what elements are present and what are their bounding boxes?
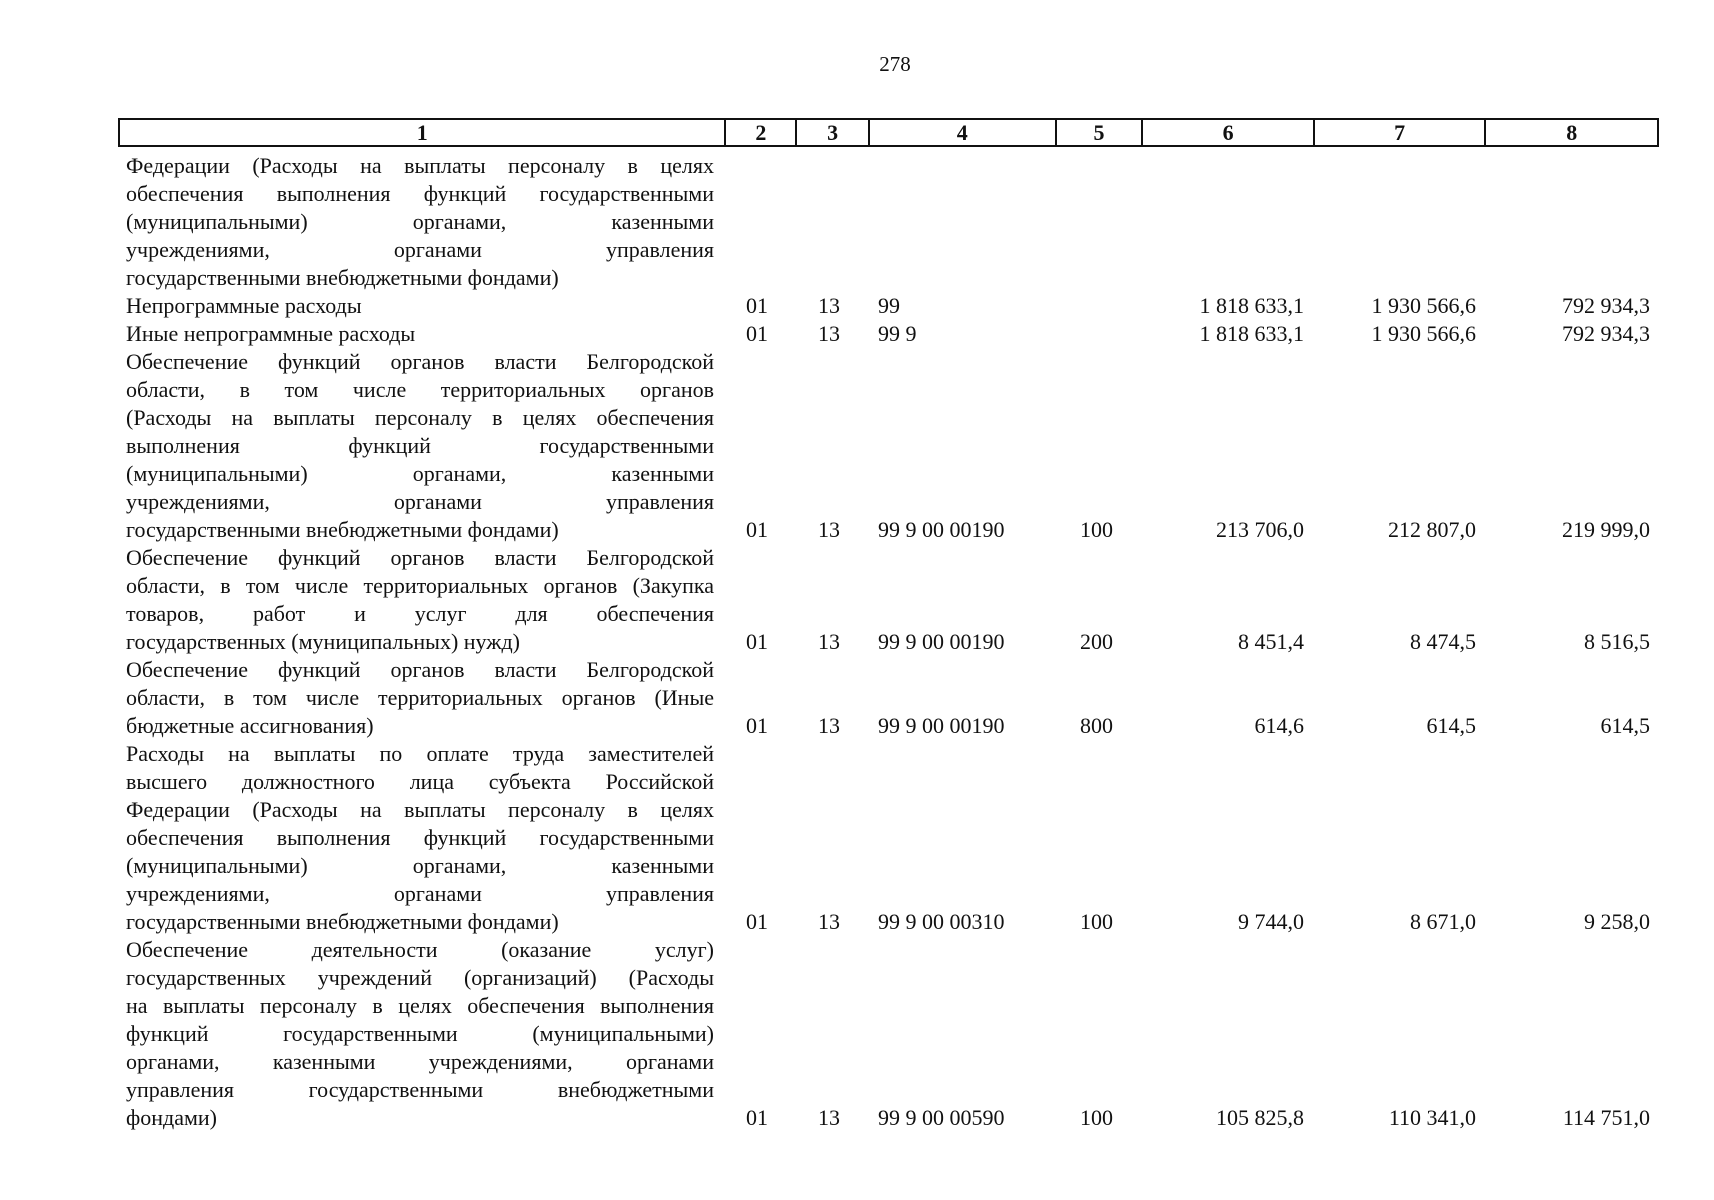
description-line: области, в том числе территориальных органов (Закупка xyxy=(126,573,714,598)
cell-col-7: 110 341,0 xyxy=(1388,1105,1476,1130)
cell-col-3: 13 xyxy=(818,713,840,738)
cell-col-3: 13 xyxy=(818,909,840,934)
description-line: товаров, работ и услуг для обеспечения xyxy=(126,601,714,626)
description-line: фондами) xyxy=(126,1105,218,1130)
description-line: государственными внебюджетными фондами) xyxy=(126,517,559,542)
description-line: государственными внебюджетными фондами) xyxy=(126,909,559,934)
header-col-4: 4 xyxy=(870,120,1057,145)
cell-col-5: 800 xyxy=(1080,713,1113,738)
cell-col-8: 114 751,0 xyxy=(1562,1105,1650,1130)
row-description xyxy=(126,544,714,656)
cell-col-5: 200 xyxy=(1080,629,1113,654)
description-line: Иные непрограммные расходы xyxy=(126,321,416,346)
cell-col-2: 01 xyxy=(746,909,768,934)
description-line: Расходы на выплаты по оплате труда заместителей xyxy=(126,741,714,766)
cell-col-6: 213 706,0 xyxy=(1216,517,1304,542)
header-col-2: 2 xyxy=(726,120,797,145)
row-description xyxy=(126,152,714,292)
description-line: высшего должностного лица субъекта Российской xyxy=(126,769,714,794)
description-line: Обеспечение деятельности (оказание услуг) xyxy=(126,937,714,962)
cell-col-8: 614,5 xyxy=(1600,713,1650,738)
header-col-6: 6 xyxy=(1143,120,1315,145)
description-line: (муниципальными) органами, казенными xyxy=(126,209,714,234)
description-line: учреждениями, органами управления xyxy=(126,881,714,906)
cell-col-4: 99 xyxy=(878,293,900,318)
description-line: Обеспечение функций органов власти Белгородской xyxy=(126,657,714,682)
description-line: управления государственными внебюджетными xyxy=(126,1077,714,1102)
page-number: 278 xyxy=(879,52,911,76)
cell-col-5: 100 xyxy=(1080,1105,1113,1130)
row-description xyxy=(126,292,714,320)
cell-col-6: 614,6 xyxy=(1254,713,1304,738)
cell-col-8: 8 516,5 xyxy=(1584,629,1650,654)
row-description xyxy=(126,936,714,1132)
cell-col-5: 100 xyxy=(1080,909,1113,934)
cell-col-4: 99 9 00 00310 xyxy=(878,909,1005,934)
description-line: Обеспечение функций органов власти Белгородской xyxy=(126,349,714,374)
cell-col-5: 100 xyxy=(1080,517,1113,542)
cell-col-7: 1 930 566,6 xyxy=(1371,293,1476,318)
description-line: обеспечения выполнения функций государственными xyxy=(126,181,714,206)
description-line: Федерации (Расходы на выплаты персоналу в целях xyxy=(126,797,714,822)
cell-col-7: 614,5 xyxy=(1426,713,1476,738)
cell-col-4: 99 9 00 00190 xyxy=(878,517,1005,542)
cell-col-3: 13 xyxy=(818,293,840,318)
cell-col-3: 13 xyxy=(818,629,840,654)
description-line: (муниципальными) органами, казенными xyxy=(126,461,714,486)
description-line: государственных учреждений (организаций) (Расходы xyxy=(126,965,714,990)
description-line: области, в том числе территориальных органов (Иные xyxy=(126,685,714,710)
cell-col-3: 13 xyxy=(818,517,840,542)
header-col-8: 8 xyxy=(1566,120,1578,145)
description-line: функций государственными (муниципальными) xyxy=(126,1021,714,1046)
description-line: выполнения функций государственными xyxy=(126,433,714,458)
cell-col-8: 219 999,0 xyxy=(1562,517,1650,542)
cell-col-2: 01 xyxy=(746,293,768,318)
row-description xyxy=(126,740,714,936)
description-line: обеспечения выполнения функций государственными xyxy=(126,825,714,850)
cell-col-7: 8 474,5 xyxy=(1410,629,1476,654)
row-description xyxy=(126,348,714,544)
cell-col-6: 8 451,4 xyxy=(1238,629,1304,654)
cell-col-8: 792 934,3 xyxy=(1562,293,1650,318)
row-description xyxy=(126,320,714,348)
cell-col-2: 01 xyxy=(746,629,768,654)
cell-col-8: 9 258,0 xyxy=(1584,909,1650,934)
description-line: (Расходы на выплаты персоналу в целях обеспечения xyxy=(126,405,714,430)
cell-col-8: 792 934,3 xyxy=(1562,321,1650,346)
row-description xyxy=(126,656,714,740)
cell-col-6: 9 744,0 xyxy=(1238,909,1304,934)
description-line: области, в том числе территориальных органов xyxy=(126,377,714,402)
cell-col-2: 01 xyxy=(746,517,768,542)
description-line: бюджетные ассигнования) xyxy=(126,713,374,738)
cell-col-2: 01 xyxy=(746,713,768,738)
cell-col-4: 99 9 00 00190 xyxy=(878,629,1005,654)
description-line: Обеспечение функций органов власти Белгородской xyxy=(126,545,714,570)
cell-col-2: 01 xyxy=(746,1105,768,1130)
description-line: Федерации (Расходы на выплаты персоналу в целях xyxy=(126,153,714,178)
cell-col-7: 8 671,0 xyxy=(1410,909,1476,934)
description-line: на выплаты персоналу в целях обеспечения выполнения xyxy=(126,993,714,1018)
cell-col-2: 01 xyxy=(746,321,768,346)
cell-col-6: 105 825,8 xyxy=(1216,1105,1304,1130)
header-col-5: 5 xyxy=(1057,120,1144,145)
description-line: Непрограммные расходы xyxy=(126,293,362,318)
description-line: учреждениями, органами управления xyxy=(126,489,714,514)
cell-col-7: 212 807,0 xyxy=(1388,517,1476,542)
description-line: учреждениями, органами управления xyxy=(126,237,714,262)
description-line: государственных (муниципальных) нужд) xyxy=(126,629,520,654)
cell-col-6: 1 818 633,1 xyxy=(1199,321,1304,346)
header-col-3: 3 xyxy=(797,120,870,145)
header-col-1: 1 xyxy=(120,120,726,145)
description-line: органами, казенными учреждениями, органами xyxy=(126,1049,714,1074)
cell-col-4: 99 9 00 00590 xyxy=(878,1105,1005,1130)
cell-col-3: 13 xyxy=(818,321,840,346)
description-line: государственными внебюджетными фондами) xyxy=(126,265,559,290)
header-col-7: 7 xyxy=(1315,120,1487,145)
cell-col-7: 1 930 566,6 xyxy=(1371,321,1476,346)
cell-col-4: 99 9 00 00190 xyxy=(878,713,1005,738)
description-line: (муниципальными) органами, казенными xyxy=(126,853,714,878)
cell-col-3: 13 xyxy=(818,1105,840,1130)
cell-col-6: 1 818 633,1 xyxy=(1199,293,1304,318)
cell-col-4: 99 9 xyxy=(878,321,917,346)
